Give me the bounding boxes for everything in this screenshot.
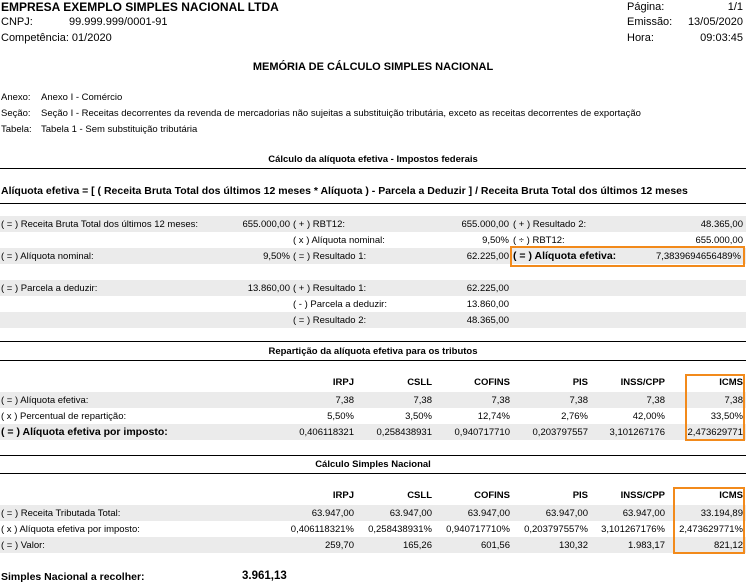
secao-label: Seção: (1, 108, 31, 119)
column-header: INSS/CPP (620, 490, 665, 501)
table-cell: 2,473629771 (687, 427, 743, 438)
table-cell: 1.983,17 (628, 540, 665, 551)
highlight-aliquota-efetiva (510, 246, 745, 267)
table-cell: 2,76% (561, 411, 588, 422)
table-cell: 165,26 (402, 540, 432, 551)
row-label: ( = ) Alíquota efetiva por imposto: (1, 426, 168, 438)
cnpj-label: CNPJ: (1, 16, 33, 28)
pagina-label: Página: (627, 1, 665, 13)
table-cell: 130,32 (558, 540, 588, 551)
table-cell: 0,406118321% (290, 524, 354, 535)
secao-value: Seção I - Receitas decorrentes da revenda de mercadorias não sujeitas a substituição tributária, exceto as receitas decorrentes de exportação (41, 108, 641, 119)
column-header: PIS (572, 490, 588, 501)
column-header: ICMS (719, 377, 743, 388)
table-cell: 63.947,00 (467, 508, 510, 519)
row-shade (0, 280, 746, 296)
row-label: ( = ) Receita Tributada Total: (1, 508, 121, 519)
tabela-label: Tabela: (1, 124, 32, 135)
table-cell: 5,50% (327, 411, 354, 422)
c2-resultado1b-value: 62.225,00 (466, 283, 509, 294)
table-cell: 63.947,00 (545, 508, 588, 519)
table-cell: 33,50% (710, 411, 743, 422)
column-header: ICMS (719, 490, 743, 501)
row-label: ( = ) Valor: (1, 540, 45, 551)
table-cell: 0,258438931 (376, 427, 432, 438)
rbt-value: 655.000,00 (242, 219, 290, 230)
c2-parcela-value: 13.860,00 (466, 299, 509, 310)
emissao-label: Emissão: (627, 16, 673, 28)
formula: Alíquota efetiva = [ ( Receita Bruta Total dos últimos 12 meses * Alíquota ) - Parcela a Deduzir ] / Receita Bruta Total dos últimos 12 meses (1, 185, 688, 197)
c3-resultado2-label: ( + ) Resultado 2: (513, 219, 587, 230)
table-cell: 33.194,89 (700, 508, 743, 519)
divider (0, 341, 746, 342)
page-title: MEMÓRIA DE CÁLCULO SIMPLES NACIONAL (252, 61, 494, 73)
rbt-label: ( = ) Receita Bruta Total dos últimos 12 meses: (1, 219, 199, 230)
c2-resultado1-label: ( = ) Resultado 1: (293, 251, 367, 262)
divider (0, 360, 746, 361)
column-header: IRPJ (332, 377, 354, 388)
divider (0, 473, 746, 474)
c2-resultado2-label: ( = ) Resultado 2: (293, 315, 367, 326)
table-cell: 259,70 (324, 540, 354, 551)
c2-resultado1-value: 62.225,00 (466, 251, 509, 262)
c3-rbt12-value: 655.000,00 (695, 235, 743, 246)
table-cell: 7,38 (724, 395, 743, 406)
parcela-label: ( = ) Parcela a deduzir: (1, 283, 98, 294)
aliquota-efetiva-label: ( = ) Alíquota efetiva: (513, 250, 617, 262)
table-cell: 7,38 (413, 395, 432, 406)
row-label: ( = ) Alíquota efetiva: (1, 395, 89, 406)
section-calculo-title: Cálculo Simples Nacional (315, 459, 431, 470)
table-cell: 7,38 (569, 395, 588, 406)
divider (0, 455, 746, 456)
c2-rbt12-value: 655.000,00 (461, 219, 509, 230)
aliquota-nominal-value: 9,50% (263, 251, 290, 262)
table-cell: 7,38 (491, 395, 510, 406)
table-cell: 42,00% (632, 411, 665, 422)
anexo-value: Anexo I - Comércio (41, 92, 123, 103)
column-header: PIS (572, 377, 588, 388)
section-aliquota-title: Cálculo da alíquota efetiva - Impostos federais (268, 154, 478, 165)
table-cell: 63.947,00 (311, 508, 354, 519)
company-name: EMPRESA EXEMPLO SIMPLES NACIONAL LTDA (1, 0, 279, 14)
c2-resultado2-value: 48.365,00 (466, 315, 509, 326)
table-cell: 3,101267176% (601, 524, 665, 535)
highlight-icms-calculo (673, 487, 745, 554)
hora-value: 09:03:45 (700, 32, 743, 44)
table-cell: 0,203797557% (524, 524, 588, 535)
anexo-label: Anexo: (1, 92, 31, 103)
aliquota-nominal-label: ( = ) Alíquota nominal: (1, 251, 94, 262)
c2-rbt12-label: ( + ) RBT12: (293, 219, 345, 230)
emissao-value: 13/05/2020 (687, 16, 743, 28)
competencia: Competência: 01/2020 (1, 32, 112, 44)
table-cell: 0,940717710 (454, 427, 510, 438)
divider (0, 168, 746, 169)
pagina-value: 1/1 (727, 1, 743, 13)
c3-resultado2-value: 48.365,00 (700, 219, 743, 230)
aliquota-efetiva-value: 7,3839694656489% (655, 251, 741, 262)
table-cell: 12,74% (477, 411, 510, 422)
parcela-value: 13.860,00 (247, 283, 290, 294)
row-label: ( x ) Alíquota efetiva por imposto: (1, 524, 140, 535)
table-cell: 3,50% (405, 411, 432, 422)
column-header: IRPJ (332, 490, 354, 501)
c3-rbt12-label: ( ÷ ) RBT12: (513, 235, 565, 246)
c2-parcela-label: ( - ) Parcela a deduzir: (293, 299, 387, 310)
row-shade (0, 312, 746, 328)
highlight-icms-reparticao (685, 374, 745, 441)
table-cell: 3,101267176 (609, 427, 665, 438)
table-cell: 0,940717710% (446, 524, 510, 535)
c2-aliquota-value: 9,50% (482, 235, 509, 246)
section-reparticao-title: Repartição da alíquota efetiva para os tributos (268, 346, 478, 357)
table-cell: 0,258438931% (368, 524, 432, 535)
table-cell: 7,38 (335, 395, 354, 406)
table-cell: 2,473629771% (679, 524, 743, 535)
table-cell: 601,56 (480, 540, 510, 551)
column-header: INSS/CPP (620, 377, 665, 388)
divider (0, 203, 746, 204)
total-label: Simples Nacional a recolher: (1, 571, 145, 583)
c2-aliquota-label: ( x ) Alíquota nominal: (293, 235, 385, 246)
hora-label: Hora: (627, 32, 654, 44)
table-cell: 0,203797557 (532, 427, 588, 438)
column-header: CSLL (407, 490, 432, 501)
table-cell: 63.947,00 (389, 508, 432, 519)
c2-resultado1b-label: ( + ) Resultado 1: (293, 283, 367, 294)
table-cell: 63.947,00 (622, 508, 665, 519)
column-header: CSLL (407, 377, 432, 388)
table-cell: 821,12 (713, 540, 743, 551)
table-cell: 0,406118321 (299, 427, 354, 438)
column-header: COFINS (474, 377, 510, 388)
row-label: ( x ) Percentual de repartição: (1, 411, 127, 422)
tabela-value: Tabela 1 - Sem substituição tributária (41, 124, 198, 135)
table-cell: 7,38 (646, 395, 665, 406)
cnpj-value: 99.999.999/0001-91 (69, 16, 168, 28)
total-value: 3.961,13 (242, 570, 287, 582)
column-header: COFINS (474, 490, 510, 501)
